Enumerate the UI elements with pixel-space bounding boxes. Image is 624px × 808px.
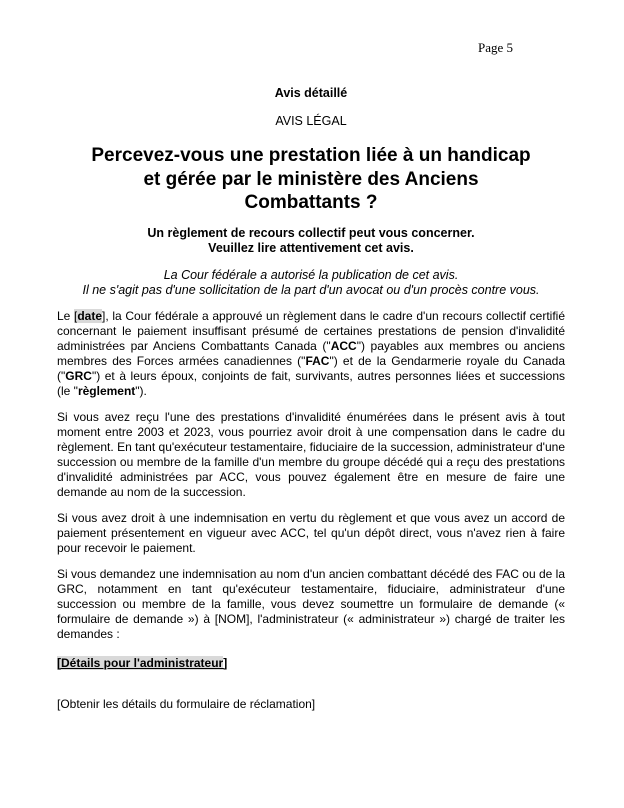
text-line: Combattants ?	[244, 192, 378, 213]
text-run: ], la Cour fédérale a approuvé un règlement dans le cadre d'un recours collectif certifié concernant le paiement insuffisant présumé de certaines prestations de pension d'invalidité administrées par Anciens Combattants Canada ("	[57, 308, 565, 353]
text-run: GRC	[65, 368, 92, 383]
claim-form-placeholder	[57, 697, 565, 712]
text-run: ]	[223, 655, 228, 670]
text-line: Un règlement de recours collectif peut vous concerner.	[147, 225, 475, 240]
paragraph-eligibility	[57, 410, 565, 500]
text-run: [	[74, 308, 78, 323]
text-run: Le	[57, 308, 74, 323]
text-line: Percevez-vous une prestation liée à un handicap	[91, 145, 531, 166]
detailed-notice-heading: Avis détaillé	[274, 86, 348, 100]
text-line: et gérée par le ministère des Anciens	[143, 168, 479, 190]
paragraph-payment-arrangement	[57, 511, 565, 556]
text-run: ACC	[330, 338, 357, 353]
text-line: La Cour fédérale a autorisé la publication de cet avis.	[163, 267, 459, 282]
text-run: ").	[135, 383, 147, 398]
text-run: ") et à leurs époux, conjoints de fait, survivants, autres personnes liées et successions (le "	[57, 368, 565, 398]
text-run: Si vous avez droit à une indemnisation en vertu du règlement et que vous avez un accord de paiement présentement en vigueur avec ACC, tel qu'un dépôt direct, vous n'avez rien à faire pour recevoir le paiement.	[57, 510, 565, 555]
admin-details-placeholder	[57, 656, 565, 671]
text-line: Il ne s'agit pas d'une sollicitation de la part d'un avocat ou d'un procès contre vous.	[82, 282, 540, 297]
text-run: ") payables aux membres ou anciens membres des Forces armées canadiennes ("	[57, 338, 565, 368]
settlement-concern-notice	[57, 226, 565, 256]
text-run: FAC	[305, 353, 330, 368]
paragraph-settlement-approval	[57, 309, 565, 399]
text-run: ") et de la Gendarmerie royale du Canada ("	[57, 353, 565, 383]
admin-details-label: [Détails pour l'administrateur	[57, 655, 224, 670]
body-paragraphs	[57, 309, 565, 642]
claim-form-details-label: [Obtenir les détails du formulaire de réclamation]	[57, 696, 316, 711]
page-number: Page 5	[477, 40, 513, 55]
text-line: Veuillez lire attentivement cet avis.	[208, 240, 414, 255]
text-run: Si vous avez reçu l'une des prestations d'invalidité énumérées dans le présent avis à tout moment entre 2003 et 2023, vous pourriez avoir droit à une compensation dans le cadre du règlement. En tant qu'exécuteur testamentaire, fiduciaire de la succession, administrateur d'une succession ou membre de la famille d'un membre du groupe décédé qui a reçu des prestations d'invalidité administrées par ACC, vous pouvez également être en mesure de faire une demande au nom de la succession.	[57, 409, 565, 499]
legal-notice-heading: AVIS LÉGAL	[275, 114, 347, 128]
date-placeholder: date	[77, 308, 103, 323]
court-authorization-note	[57, 268, 565, 298]
paragraph-claim-on-behalf	[57, 567, 565, 642]
text-run: Si vous demandez une indemnisation au nom d'un ancien combattant décédé des FAC ou de la GRC, notamment en tant qu'exécuteur testamentaire, fiduciaire, administrateur d'une succession ou membre de la famille, vous devez soumettre un formulaire de demande (« formulaire de demande ») à [NOM], l'administrateur (« administrateur ») chargé de traiter les demandes :	[57, 566, 565, 641]
text-run: règlement	[77, 383, 136, 398]
main-title	[57, 144, 565, 215]
